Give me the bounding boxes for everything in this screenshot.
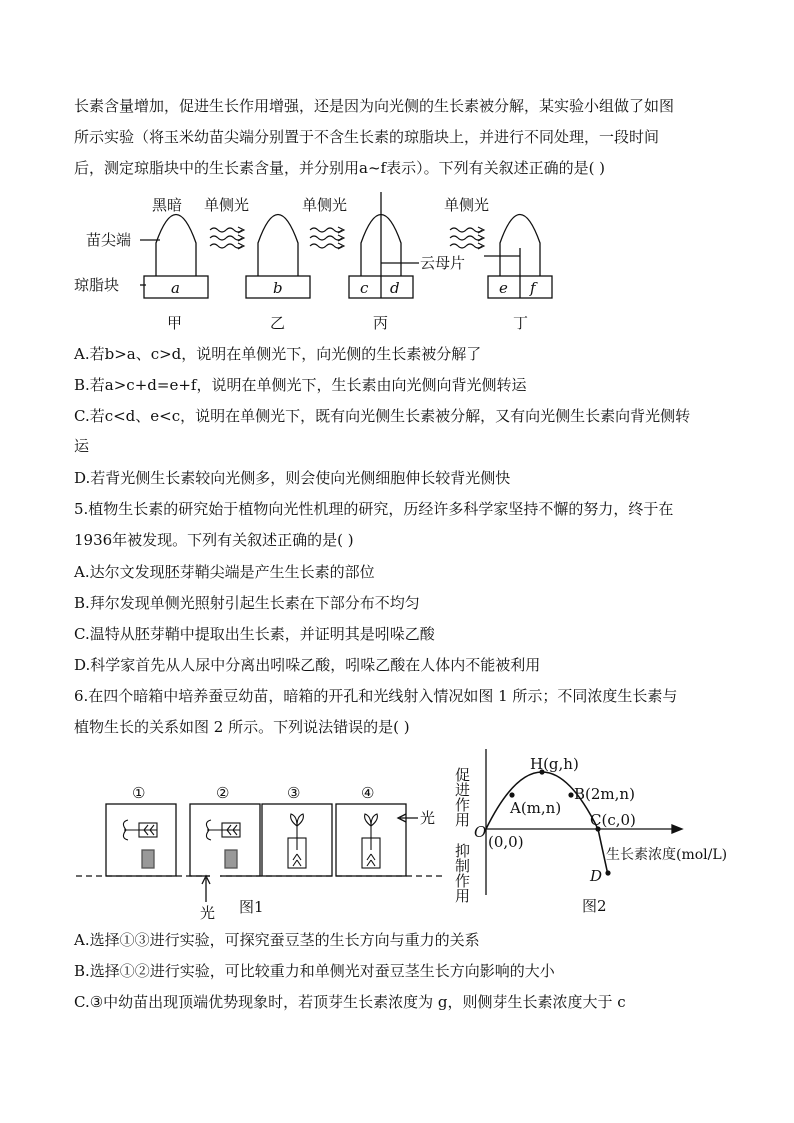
seedling-icon	[206, 820, 240, 840]
label-light-2: 单侧光	[302, 196, 348, 214]
q5-option-c: C.温特从胚芽鞘中提取出生长素，并证明其是吲哚乙酸	[74, 625, 435, 643]
figure1-caption: 图1	[239, 898, 264, 916]
q6-stem-2: 植物生长的关系如图 2 所示。下列说法错误的是( )	[74, 718, 410, 736]
label-light-3: 单侧光	[444, 196, 490, 214]
label-dark: 黑暗	[152, 196, 183, 214]
point-d	[605, 870, 610, 875]
label-tip: 苗尖端	[86, 231, 132, 249]
light-label-4: 光	[420, 809, 436, 827]
pot-2	[225, 850, 237, 868]
dark-box-1	[106, 804, 176, 876]
box-number-3: ③	[287, 784, 301, 802]
pot-1	[142, 850, 154, 868]
q5-stem-2: 1936年被发现。下列有关叙述正确的是( )	[74, 531, 354, 549]
caption-bing: 丙	[373, 314, 389, 332]
caption-jia: 甲	[167, 314, 183, 332]
y-label-promote: 促进作用	[453, 767, 471, 827]
label-agar: 琼脂块	[74, 276, 120, 294]
box-number-4: ④	[361, 784, 375, 802]
h-label: H(g,h)	[530, 755, 579, 773]
origin-coord: (0,0)	[488, 833, 524, 851]
x-axis-label: 生长素浓度(mol/L)	[606, 847, 728, 863]
box-number-2: ②	[216, 784, 230, 802]
intro-line-1: 长素含量增加，促进生长作用增强，还是因为向光侧的生长素被分解，某实验小组做了如图	[74, 97, 675, 115]
q6-option-c: C.③中幼苗出现顶端优势现象时，若顶芽生长素浓度为 g，则侧芽生长素浓度大于 c	[74, 993, 626, 1011]
c-label: C(c,0)	[590, 811, 636, 829]
a-label: A(m,n)	[510, 799, 562, 817]
d-label: D	[590, 867, 603, 885]
light-wave-icon	[310, 227, 344, 249]
box-number-1: ①	[132, 784, 146, 802]
intro-line-2: 所示实验（将玉米幼苗尖端分别置于不含生长素的琼脂块上，并进行不同处理，一段时间	[74, 128, 660, 146]
block-label-b: b	[273, 279, 283, 297]
origin-label: O	[474, 823, 487, 841]
q4-option-b: B.若a>c+d=e+f，说明在单侧光下，生长素由向光侧向背光侧转运	[74, 376, 527, 394]
q6-option-b: B.选择①②进行实验，可比较重力和单侧光对蚕豆茎生长方向影响的大小	[74, 962, 555, 980]
figure2-caption: 图2	[582, 897, 607, 915]
caption-yi: 乙	[270, 314, 286, 332]
light-wave-icon	[450, 227, 484, 249]
y-label-inhibit: 抑制作用	[453, 843, 471, 903]
point-a	[509, 792, 514, 797]
label-light-1: 单侧光	[204, 196, 250, 214]
q5-stem-1: 5.植物生长素的研究始于植物向光性机理的研究，历经许多科学家坚持不懈的努力，终于在	[74, 500, 674, 518]
block-label-e: e	[499, 279, 508, 297]
q6-stem-1: 6.在四个暗箱中培养蚕豆幼苗，暗箱的开孔和光线射入情况如图 1 所示；不同浓度生长素与	[74, 687, 678, 705]
q4-option-c: C.若c<d、e<c，说明在单侧光下，既有向光侧生长素被分解，又有向光侧生长素向背光侧转	[74, 407, 691, 425]
q4-option-d: D.若背光侧生长素较向光侧多，则会使向光侧细胞伸长较背光侧快	[74, 469, 511, 487]
q4-option-a: A.若b>a、c>d，说明在单侧光下，向光侧的生长素被分解了	[74, 345, 482, 363]
point-b	[568, 792, 573, 797]
intro-line-3: 后，测定琼脂块中的生长素含量，并分别用a~f表示）。下列有关叙述正确的是( )	[74, 159, 606, 177]
figure-1	[74, 780, 454, 922]
block-label-c: c	[360, 279, 369, 297]
q5-option-a: A.达尔文发现胚芽鞘尖端是产生生长素的部位	[74, 563, 375, 581]
seedling-icon	[288, 814, 306, 868]
figure-q4	[74, 188, 574, 336]
label-mica: 云母片	[420, 254, 466, 272]
light-label-2: 光	[200, 904, 216, 922]
caption-ding: 丁	[513, 314, 529, 332]
light-wave-icon	[210, 227, 244, 249]
b-label: B(2m,n)	[574, 785, 635, 803]
seedling-icon	[362, 814, 380, 868]
q4-option-c-cont: 运	[74, 437, 90, 455]
tip-jia	[156, 215, 196, 277]
q6-option-a: A.选择①③进行实验，可探究蚕豆茎的生长方向与重力的关系	[74, 931, 480, 949]
block-label-d: d	[390, 279, 400, 297]
q5-option-d: D.科学家首先从人尿中分离出吲哚乙酸，吲哚乙酸在人体内不能被利用	[74, 656, 541, 674]
block-label-a: a	[171, 279, 180, 297]
figure-2	[453, 745, 742, 923]
q5-option-b: B.拜尔发现单侧光照射引起生长素在下部分布不均匀	[74, 594, 420, 612]
x-axis-arrow-icon	[672, 825, 682, 833]
seedling-icon	[123, 820, 157, 840]
tip-yi	[258, 215, 298, 277]
block-label-f: f	[530, 279, 536, 297]
